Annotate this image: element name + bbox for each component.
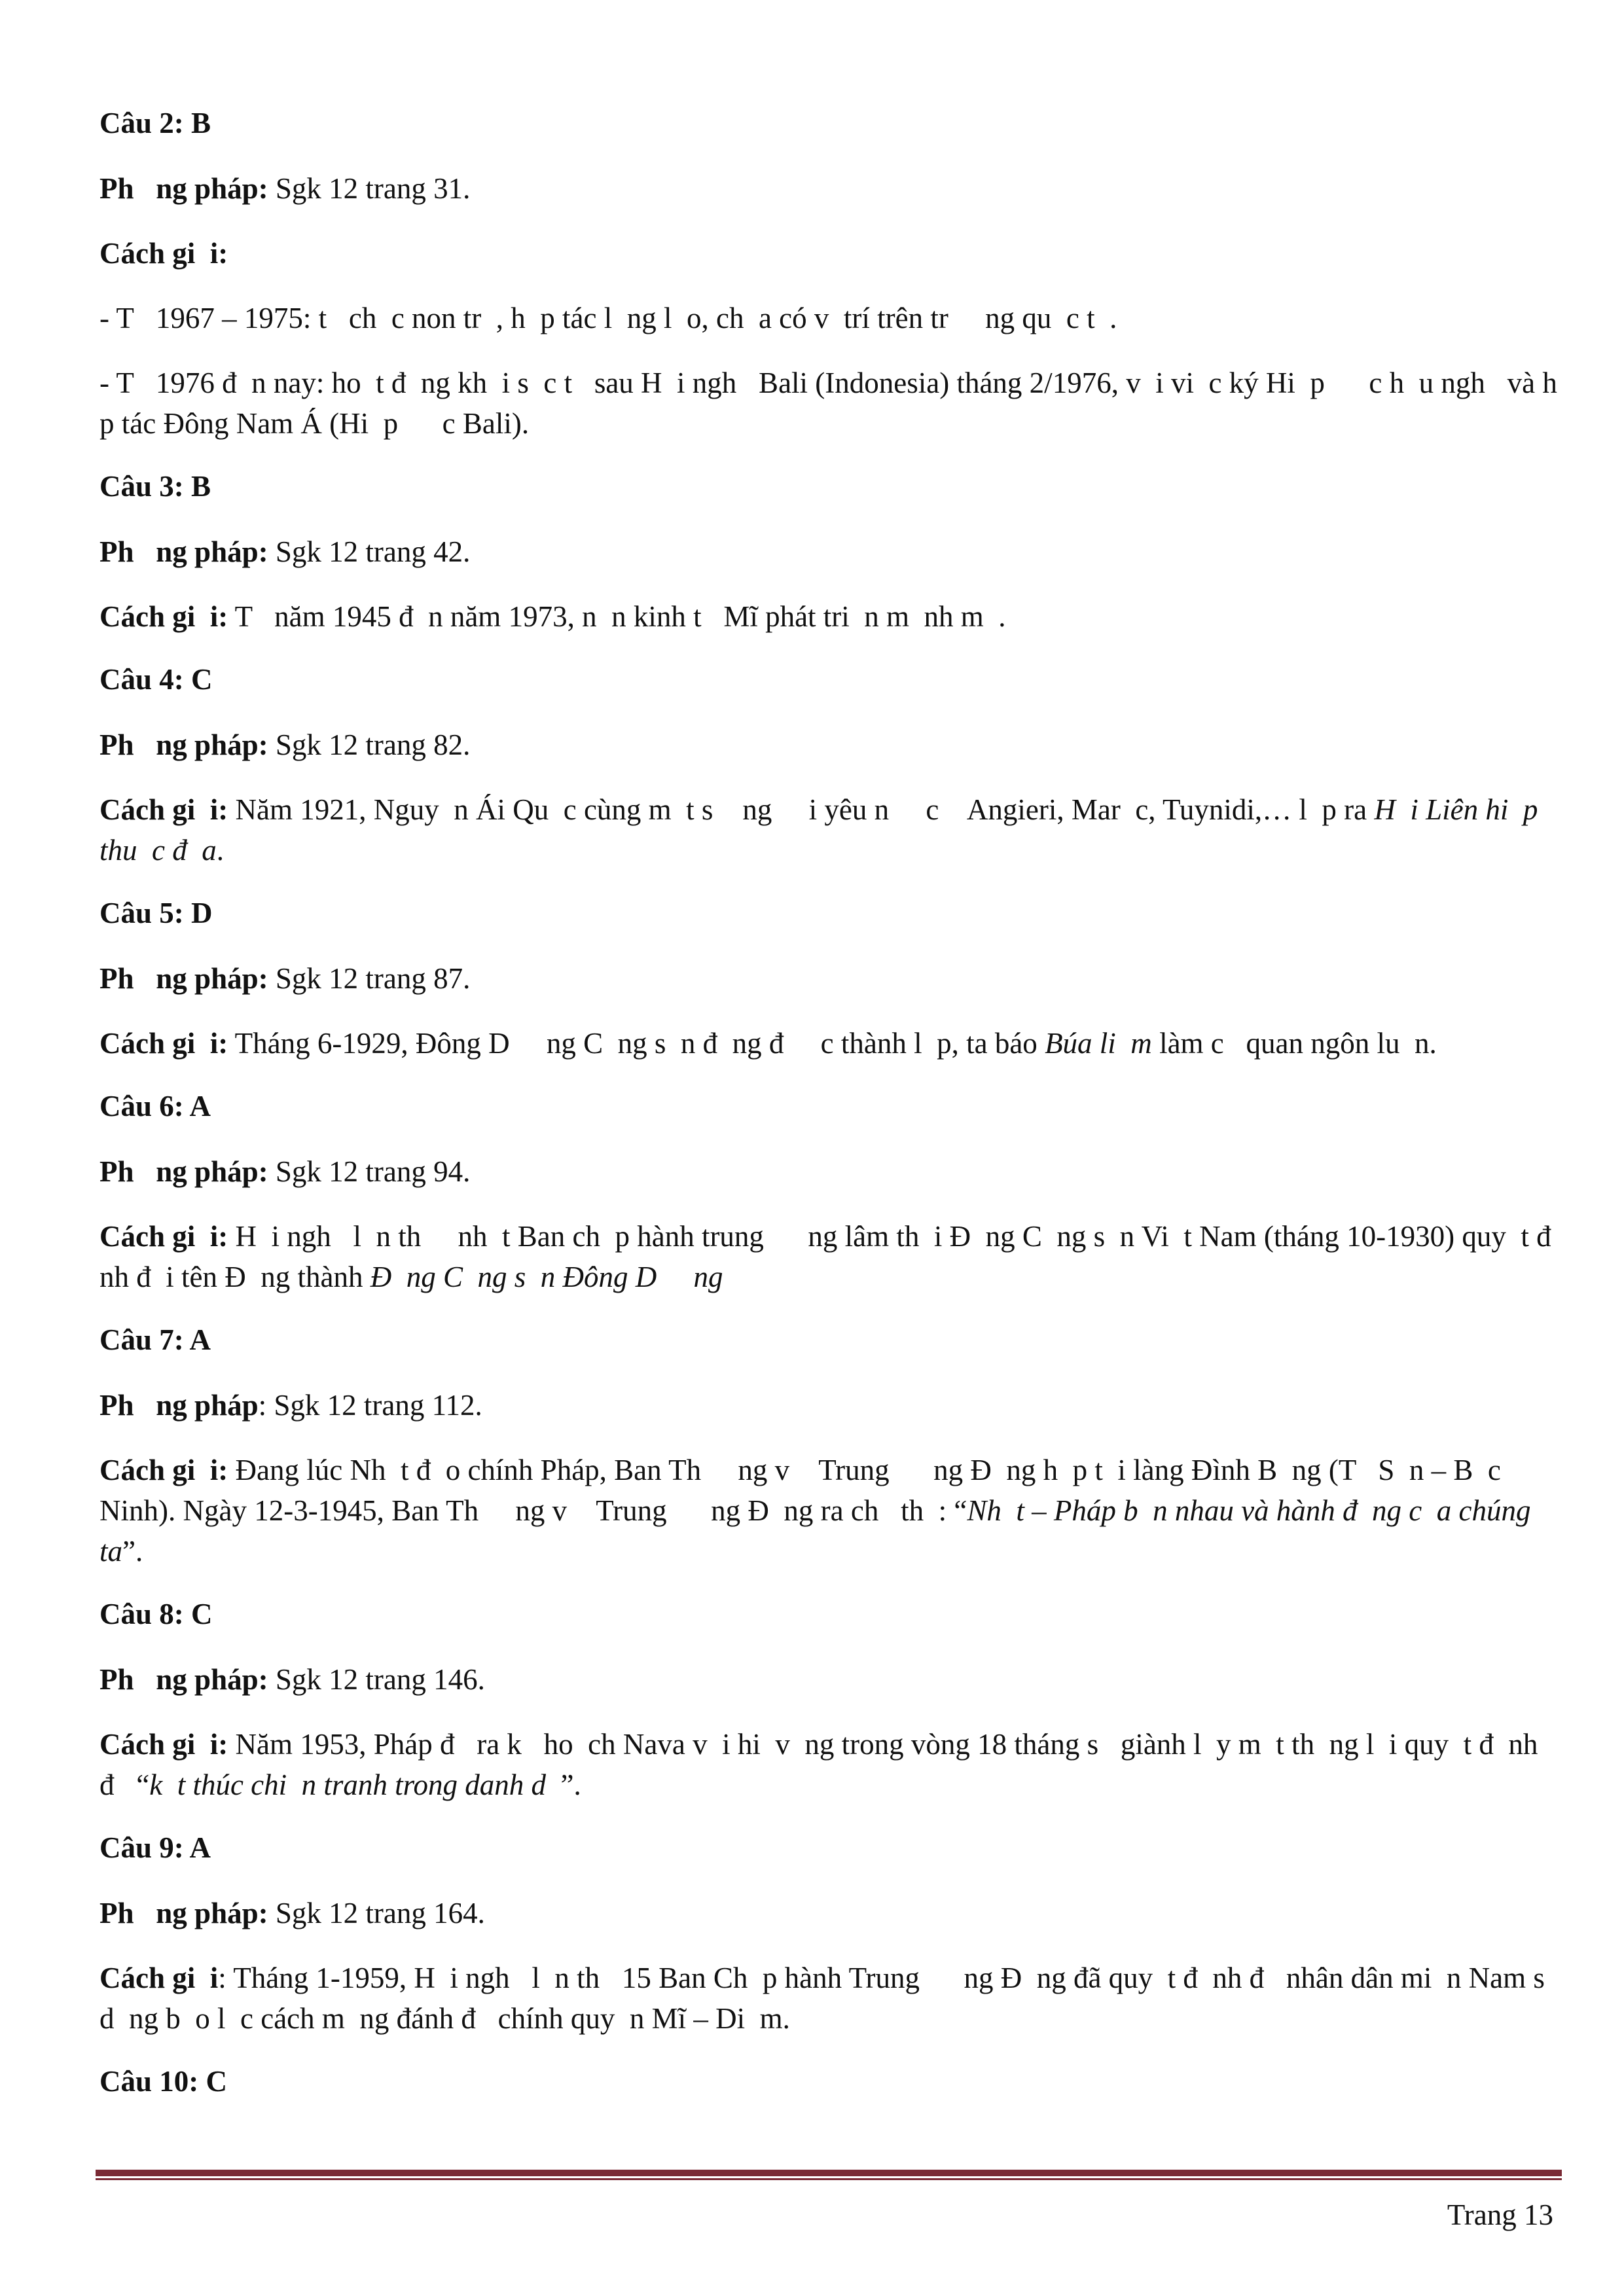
paragraph-label: Cách gi i: — [99, 1728, 228, 1761]
footer-rule-thin — [96, 2178, 1562, 2180]
question-heading: Câu 5: D — [99, 897, 213, 929]
italic-phrase: Búa li m — [1045, 1027, 1152, 1060]
paragraph-label: Ph ng pháp: — [99, 1663, 268, 1696]
question-heading: Câu 4: C — [99, 663, 213, 696]
paragraph-text: Năm 1953, Pháp đ ra k ho ch Nava v i hi v ng trong vòng 18 tháng s giành l y m t th ng l i quy t đ nh đ “ — [99, 1728, 1545, 1801]
answer-paragraph — [99, 1151, 1559, 1192]
answer-paragraph — [99, 1450, 1559, 1571]
paragraph-label: Cách gi i: — [99, 793, 228, 826]
question-heading: Câu 3: B — [99, 470, 211, 503]
paragraph-tail: ”. — [122, 1535, 143, 1568]
paragraph-text: Sgk 12 trang 87. — [268, 962, 471, 995]
paragraph-label: Ph ng pháp: — [99, 535, 268, 568]
paragraph-text: H i ngh l n th nh t Ban ch p hành trung ng lâm th i Đ ng C ng s n Vi t Nam (tháng 10-1930) quy t đ nh đ i tên Đ ng thành — [99, 1220, 1566, 1293]
paragraph-text: Đang lúc Nh t đ o chính Pháp, Ban Th ng v Trung ng Đ ng h p t i làng Đình B ng (T S n – B c Ninh). Ngày 12-3-1945, Ban Th ng v Trung ng Đ ng ra ch th : “ — [99, 1454, 1509, 1527]
paragraph-text: Năm 1921, Nguy n Ái Qu c cùng m t s ng i yêu n c Angieri, Mar c, Tuynidi,… l p ra — [228, 793, 1375, 826]
paragraph-tail: . — [216, 834, 224, 867]
paragraph-tail: ”. — [560, 1768, 581, 1801]
paragraph-text: Sgk 12 trang 82. — [268, 728, 471, 761]
answer-paragraph — [99, 233, 1559, 274]
question-heading: Câu 9: A — [99, 1831, 211, 1864]
paragraph-text: Sgk 12 trang 31. — [268, 172, 471, 205]
document-body — [99, 105, 1572, 2126]
answer-paragraph — [99, 1893, 1559, 1933]
paragraph-text: Sgk 12 trang 42. — [268, 535, 471, 568]
italic-phrase: H i Liên hi p thu c đ a — [99, 793, 1545, 867]
answer-paragraph — [99, 1023, 1559, 1064]
answer-paragraph — [99, 596, 1559, 637]
paragraph-label: Ph ng pháp: — [99, 1155, 268, 1188]
answer-paragraph — [99, 363, 1572, 444]
paragraph-text: - T 1967 – 1975: t ch c non tr , h p tác l ng l o, ch a có v trí trên tr ng qu c t . — [99, 302, 1117, 334]
paragraph-tail: làm c quan ngôn lu n. — [1151, 1027, 1437, 1060]
page-number: Trang 13 — [1447, 2198, 1553, 2231]
footer-rule — [96, 2170, 1562, 2176]
italic-phrase: Đ ng C ng s n Đông D ng — [370, 1261, 723, 1293]
paragraph-label: Ph ng pháp — [99, 1389, 259, 1422]
answer-paragraph — [99, 1958, 1567, 2039]
paragraph-text: : Sgk 12 trang 112. — [258, 1389, 482, 1422]
paragraph-text: Tháng 6-1929, Đông D ng C ng s n đ ng đ c thành l p, ta báo — [228, 1027, 1045, 1060]
paragraph-text: Sgk 12 trang 164. — [268, 1897, 485, 1929]
answer-paragraph — [99, 725, 1559, 765]
paragraph-label: Ph ng pháp: — [99, 728, 268, 761]
answer-paragraph — [99, 1724, 1559, 1805]
question-heading: Câu 7: A — [99, 1323, 211, 1356]
paragraph-label: Cách gi i: — [99, 1220, 228, 1253]
answer-paragraph — [99, 168, 1559, 209]
paragraph-label: Cách gi i: — [99, 1454, 228, 1486]
paragraph-label: Ph ng pháp: — [99, 1897, 268, 1929]
paragraph-label: Cách gi i: — [99, 600, 228, 633]
paragraph-label: Cách gi i: — [99, 237, 228, 270]
paragraph-label: Ph ng pháp: — [99, 962, 268, 995]
paragraph-label: Cách gi i: — [99, 1027, 228, 1060]
paragraph-text: : Tháng 1-1959, H i ngh l n th 15 Ban Ch p hành Trung ng Đ ng đã quy t đ nh đ nhân dân mi n Nam s d ng b o l c cách m ng đánh đ chính quy n Mĩ – Di m. — [99, 1962, 1567, 2035]
answer-paragraph — [99, 298, 1559, 338]
paragraph-label: Cách gi i — [99, 1962, 219, 1994]
answer-paragraph — [99, 958, 1559, 999]
question-heading: Câu 10: C — [99, 2065, 228, 2098]
paragraph-text: Sgk 12 trang 146. — [268, 1663, 485, 1696]
paragraph-text: Sgk 12 trang 94. — [268, 1155, 471, 1188]
answer-paragraph — [99, 1216, 1566, 1297]
answer-paragraph — [99, 531, 1559, 572]
answer-paragraph — [99, 789, 1559, 870]
paragraph-text: T năm 1945 đ n năm 1973, n n kinh t Mĩ phát tri n m nh m . — [228, 600, 1006, 633]
question-heading: Câu 6: A — [99, 1090, 211, 1122]
answer-paragraph — [99, 1385, 1559, 1426]
italic-phrase: Nh t – Pháp b n nhau và hành đ ng c a chúng ta — [99, 1494, 1538, 1568]
italic-phrase: k t thúc chi n tranh trong danh d — [149, 1768, 561, 1801]
paragraph-label: Ph ng pháp: — [99, 172, 268, 205]
question-heading: Câu 2: B — [99, 107, 211, 139]
question-heading: Câu 8: C — [99, 1598, 213, 1630]
answer-paragraph — [99, 1659, 1559, 1700]
paragraph-text: - T 1976 đ n nay: ho t đ ng kh i s c t sau H i ngh Bali (Indonesia) tháng 2/1976, v i vi c ký Hi p c h u ngh và h p tác Đông Nam Á (Hi p c Bali). — [99, 367, 1572, 440]
